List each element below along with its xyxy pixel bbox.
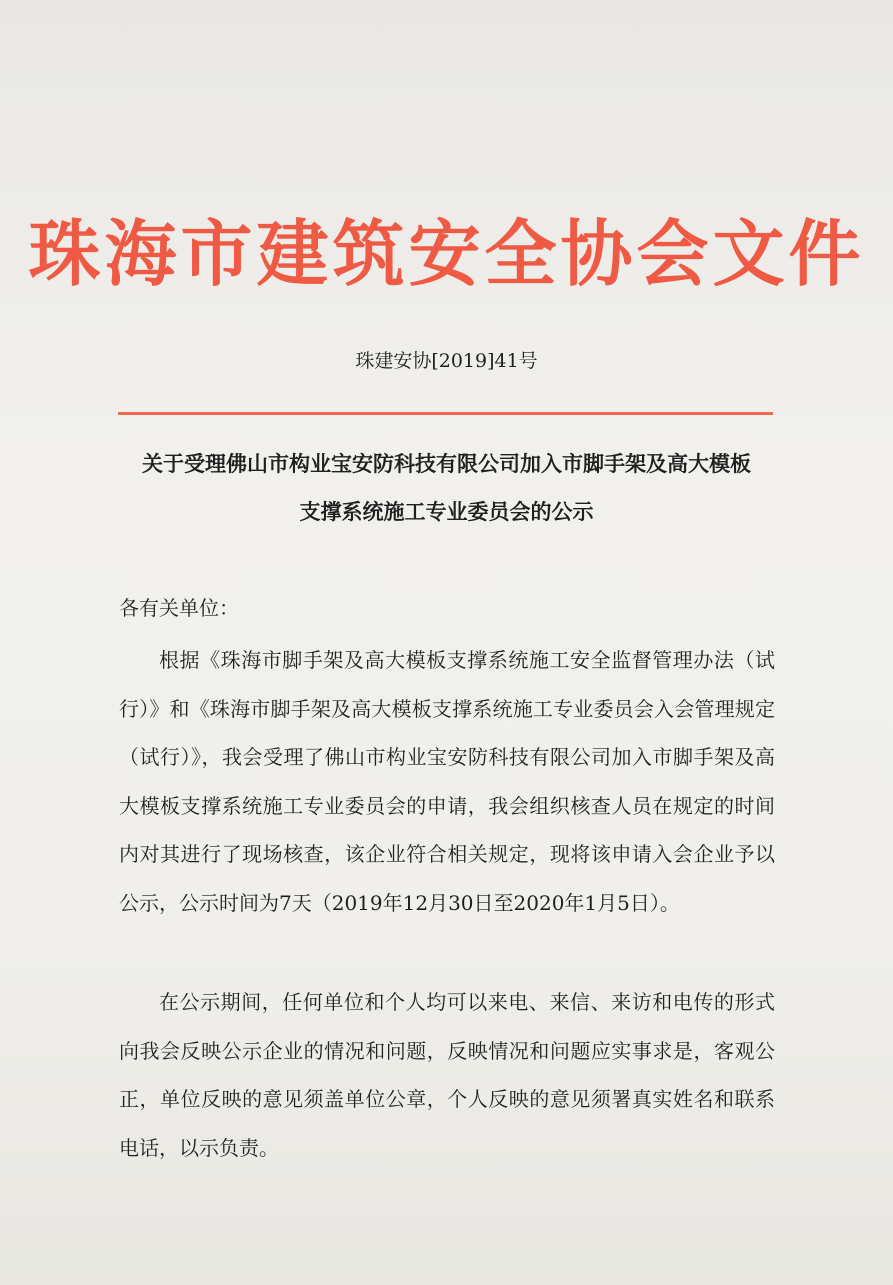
notice-title-line-2: 支撑系统施工专业委员会的公示	[299, 499, 594, 524]
salutation: 各有关单位：	[119, 596, 239, 620]
document-masthead: 珠海市建筑安全协会文件	[28, 211, 865, 296]
notice-title-line-1: 关于受理佛山市构业宝安防科技有限公司加入市脚手架及高大模板	[142, 451, 751, 476]
document-number: 珠建安协[2019]41号	[355, 350, 538, 372]
red-divider-line	[118, 412, 773, 415]
body-paragraph-2: 在公示期间，任何单位和个人均可以来电、来信、来访和电传的形式向我会反映公示企业的情况和问题，反映情况和问题应实事求是，客观公正，单位反映的意见须盖单位公章，个人反映的意见须署真实姓名和联系电话，以示负责。	[119, 990, 775, 1160]
body-paragraph-1: 根据《珠海市脚手架及高大模板支撑系统施工安全监督管理办法（试行）》和《珠海市脚手架及高大模板支撑系统施工专业委员会入会管理规定（试行）》，我会受理了佛山市构业宝安防科技有限公司加入市脚手架及高大模板支撑系统施工专业委员会的申请，我会组织核查人员在规定的时间内对其进行了现场核查，该企业符合相关规定，现将该申请入会企业予以公示，公示时间为7天（2019年12月30日至2020年1月5日）。	[119, 648, 775, 915]
